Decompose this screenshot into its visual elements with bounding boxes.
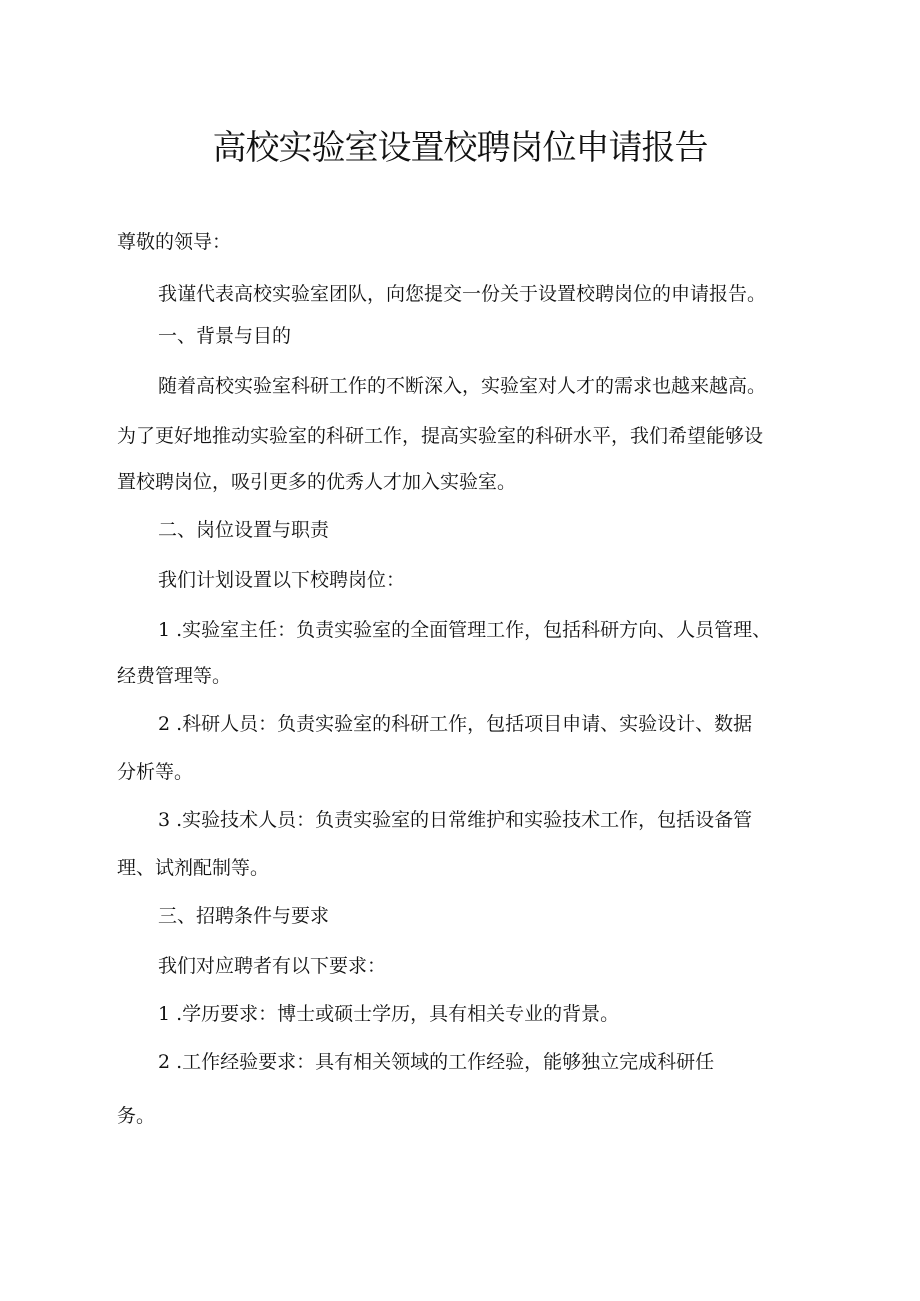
section-heading-positions: 二、岗位设置与职责 xyxy=(158,519,330,541)
list-item-technician-line-2: 理、试剂配制等。 xyxy=(117,857,270,879)
list-item-experience-line-1: 2 .工作经验要求：具有相关领域的工作经验，能够独立完成科研任 xyxy=(158,1051,715,1073)
list-item-education: 1 .学历要求：博士或硕士学历，具有相关专业的背景。 xyxy=(158,1003,620,1025)
paragraph-intro: 我谨代表高校实验室团队，向您提交一份关于设置校聘岗位的申请报告。 xyxy=(158,283,767,305)
list-item-director-line-2: 经费管理等。 xyxy=(117,665,232,687)
paragraph-positions-intro: 我们计划设置以下校聘岗位： xyxy=(158,569,406,591)
section-heading-background: 一、背景与目的 xyxy=(158,325,292,347)
list-item-researcher-line-2: 分析等。 xyxy=(117,761,194,783)
salutation: 尊敬的领导： xyxy=(117,231,232,253)
section-heading-requirements: 三、招聘条件与要求 xyxy=(158,905,330,927)
document-title: 高校实验室设置校聘岗位申请报告 xyxy=(212,128,708,168)
list-item-experience-line-2: 务。 xyxy=(117,1105,156,1127)
paragraph-background-line-2: 为了更好地推动实验室的科研工作，提高实验室的科研水平，我们希望能够设 xyxy=(117,425,764,447)
list-item-technician-line-1: 3 .实验技术人员：负责实验室的日常维护和实验技术工作，包括设备管 xyxy=(158,809,753,831)
paragraph-background-line-3: 置校聘岗位，吸引更多的优秀人才加入实验室。 xyxy=(117,471,517,493)
paragraph-background-line-1: 随着高校实验室科研工作的不断深入，实验室对人才的需求也越来越高。 xyxy=(158,375,767,397)
list-item-researcher-line-1: 2 .科研人员：负责实验室的科研工作，包括项目申请、实验设计、数据 xyxy=(158,713,753,735)
list-item-director-line-1: 1 .实验室主任：负责实验室的全面管理工作，包括科研方向、人员管理、 xyxy=(158,619,772,641)
paragraph-requirements-intro: 我们对应聘者有以下要求： xyxy=(158,955,387,977)
